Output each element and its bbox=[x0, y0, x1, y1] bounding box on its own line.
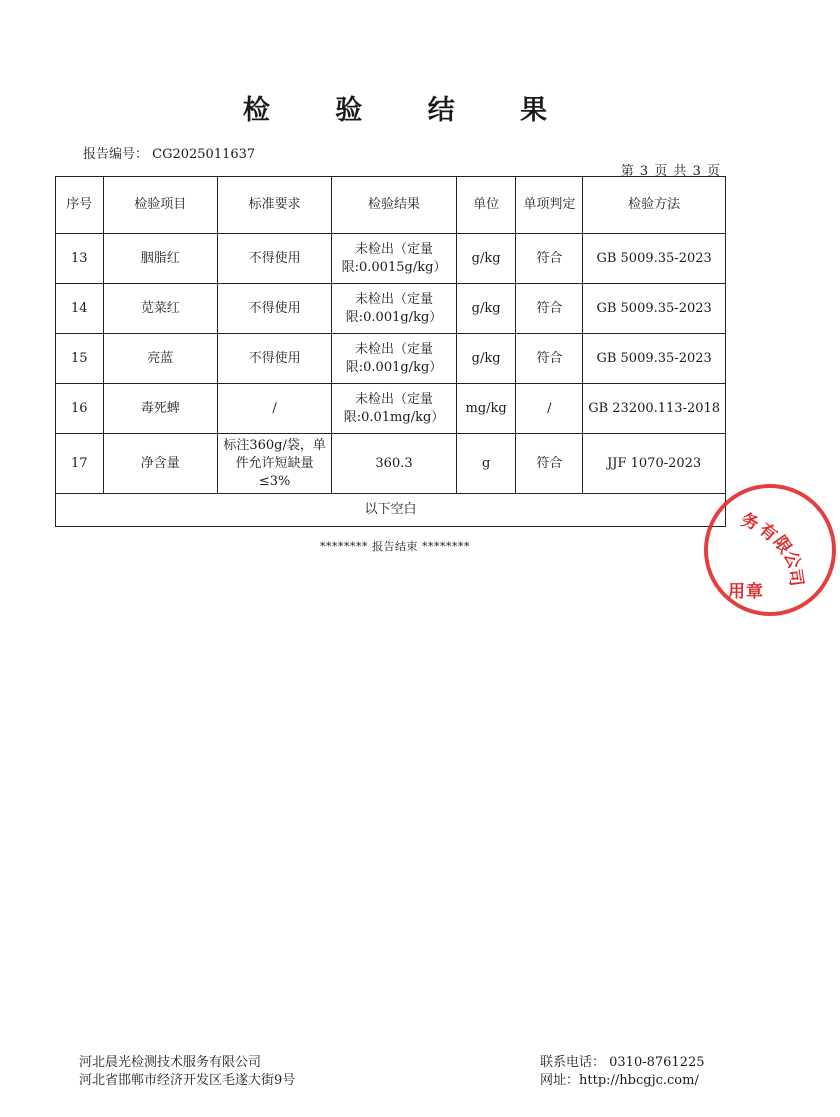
seal-char: 司 bbox=[784, 567, 807, 588]
table-row bbox=[56, 384, 726, 434]
cell-item: 亮蓝 bbox=[103, 334, 217, 384]
cell-no: 14 bbox=[56, 284, 104, 334]
footer-right bbox=[540, 1054, 705, 1090]
cell-standard: 不得使用 bbox=[217, 334, 331, 384]
seal-char: 有 bbox=[754, 519, 781, 546]
cell-result: 未检出（定量限:0.001g/kg） bbox=[332, 334, 456, 384]
cell-item: 胭脂红 bbox=[103, 234, 217, 284]
cell-judgement: 符合 bbox=[516, 284, 583, 334]
cell-result: 未检出（定量限:0.0015g/kg） bbox=[332, 234, 456, 284]
cell-result: 未检出（定量限:0.01mg/kg） bbox=[332, 384, 456, 434]
header-item: 检验项目 bbox=[103, 177, 217, 234]
cell-method: GB 5009.35-2023 bbox=[583, 284, 726, 334]
cell-judgement: 符合 bbox=[516, 334, 583, 384]
cell-standard: 标注360g/袋，单件允许短缺量≤3% bbox=[217, 434, 331, 494]
blank-note: 以下空白 bbox=[56, 494, 726, 527]
seal-char: 用 bbox=[728, 582, 745, 602]
seal-char: 公 bbox=[779, 548, 805, 572]
cell-no: 13 bbox=[56, 234, 104, 284]
company-seal bbox=[700, 480, 840, 620]
cell-standard: 不得使用 bbox=[217, 234, 331, 284]
cell-unit: g/kg bbox=[456, 334, 516, 384]
table-row bbox=[56, 334, 726, 384]
header-unit: 单位 bbox=[456, 177, 516, 234]
cell-unit: g bbox=[456, 434, 516, 494]
table-header-row bbox=[56, 177, 726, 234]
cell-item: 净含量 bbox=[103, 434, 217, 494]
table-row bbox=[56, 234, 726, 284]
cell-method: GB 5009.35-2023 bbox=[583, 234, 726, 284]
cell-unit: mg/kg bbox=[456, 384, 516, 434]
header-no: 序号 bbox=[56, 177, 104, 234]
seal-char: 务 bbox=[738, 509, 762, 535]
cell-standard: 不得使用 bbox=[217, 284, 331, 334]
cell-item: 毒死蜱 bbox=[103, 384, 217, 434]
header-judgement: 单项判定 bbox=[516, 177, 583, 234]
footer-company: 河北晨光检测技术服务有限公司 bbox=[79, 1055, 262, 1070]
page-info: 第 3 页 共 3 页 bbox=[620, 164, 720, 179]
cell-result: 360.3 bbox=[332, 434, 456, 494]
blank-row bbox=[56, 494, 726, 527]
cell-judgement: 符合 bbox=[516, 234, 583, 284]
cell-no: 16 bbox=[56, 384, 104, 434]
cell-unit: g/kg bbox=[456, 234, 516, 284]
cell-judgement: / bbox=[516, 384, 583, 434]
document-title: 检 验 结 果 bbox=[242, 95, 576, 126]
cell-standard: / bbox=[217, 384, 331, 434]
footer-phone: 联系电话： 0310-8761225 bbox=[540, 1055, 705, 1070]
cell-method: JJF 1070-2023 bbox=[583, 434, 726, 494]
cell-no: 15 bbox=[56, 334, 104, 384]
footer-website[interactable]: 网址：http://hbcgjc.com/ bbox=[540, 1073, 699, 1088]
table-row bbox=[56, 284, 726, 334]
cell-method: GB 23200.113-2018 bbox=[583, 384, 726, 434]
cell-unit: g/kg bbox=[456, 284, 516, 334]
header-method: 检验方法 bbox=[583, 177, 726, 234]
seal-char: 章 bbox=[746, 582, 763, 602]
report-number: 报告编号： CG2025011637 bbox=[83, 147, 256, 162]
cell-no: 17 bbox=[56, 434, 104, 494]
footer-address: 河北省邯郸市经济开发区毛遂大街9号 bbox=[79, 1073, 296, 1088]
table-row bbox=[56, 434, 726, 494]
seal-char: 限 bbox=[768, 532, 796, 558]
cell-result: 未检出（定量限:0.001g/kg） bbox=[332, 284, 456, 334]
header-result: 检验结果 bbox=[332, 177, 456, 234]
header-standard: 标准要求 bbox=[217, 177, 331, 234]
report-end-marker: ******** 报告结束 ******** bbox=[320, 540, 470, 553]
cell-method: GB 5009.35-2023 bbox=[583, 334, 726, 384]
cell-item: 苋菜红 bbox=[103, 284, 217, 334]
footer-left bbox=[79, 1054, 295, 1090]
cell-judgement: 符合 bbox=[516, 434, 583, 494]
results-table bbox=[55, 176, 726, 527]
seal-ring bbox=[706, 486, 834, 614]
